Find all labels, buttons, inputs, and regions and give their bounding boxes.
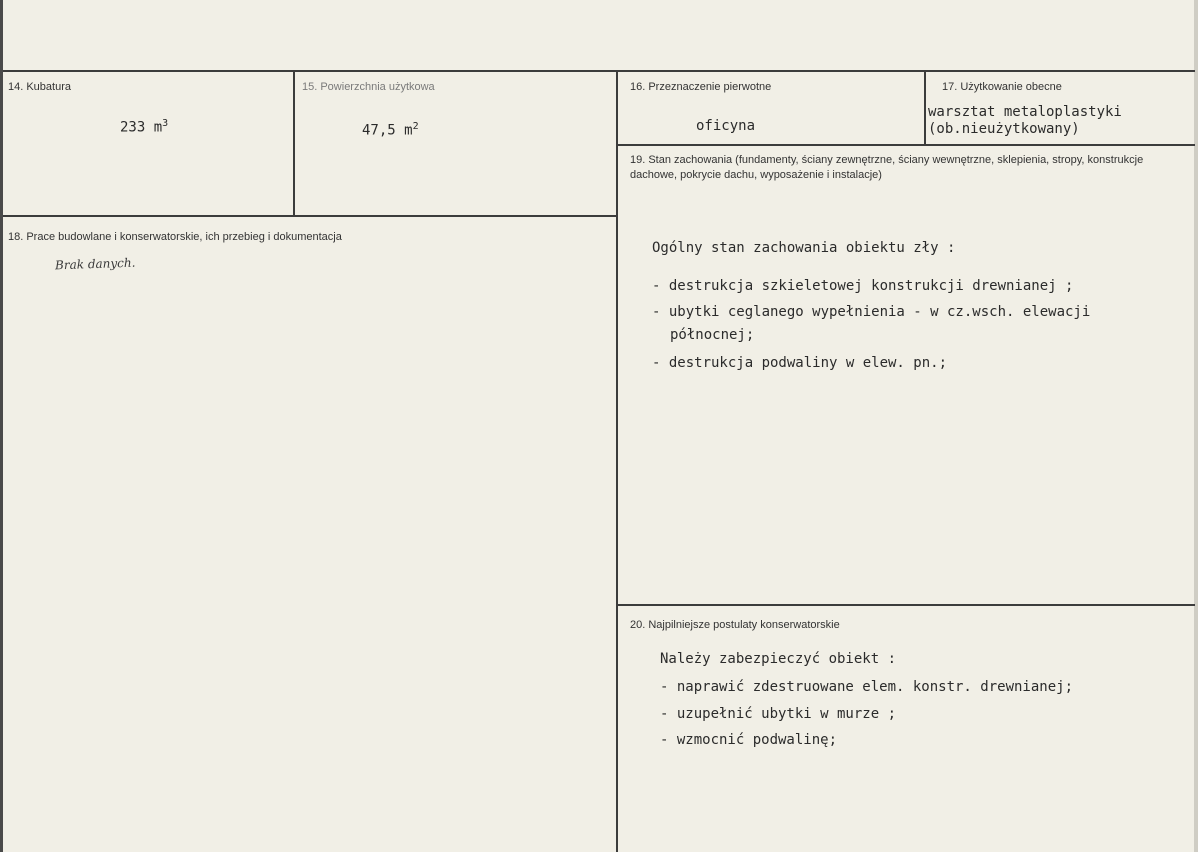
field-17-value-line2: (ob.nieużytkowany) [928, 121, 1080, 137]
grid-line-16-17 [924, 72, 926, 144]
field-19-line-3: - ubytki ceglanego wypełnienia - w cz.wsch. elewacji [652, 304, 1091, 320]
grid-line-16-19 [618, 144, 1195, 146]
field-17-label: 17. Użytkowanie obecne [942, 81, 1062, 93]
field-17-value-line1: warsztat metaloplastyki [928, 104, 1122, 120]
grid-line-top [3, 70, 1195, 72]
field-18-label: 18. Prace budowlane i konserwatorskie, ich przebieg i dokumentacja [8, 231, 342, 243]
field-19-line-5: - destrukcja podwaliny w elew. pn.; [652, 355, 948, 371]
page-edge-left [0, 0, 3, 852]
grid-line-center [616, 72, 618, 852]
field-14-label: 14. Kubatura [8, 81, 71, 93]
field-19-line-1: Ogólny stan zachowania obiektu zły : [652, 240, 956, 256]
field-20-line-3: - uzupełnić ubytki w murze ; [660, 706, 897, 722]
field-20-line-4: - wzmocnić podwalinę; [660, 732, 838, 748]
field-20-line-1: Należy zabezpieczyć obiekt : [660, 651, 897, 667]
field-19-line-2: - destrukcja szkieletowej konstrukcji drewnianej ; [652, 278, 1074, 294]
field-14-value: 233 $m^3$ [120, 118, 169, 136]
field-16-value: oficyna [696, 118, 756, 134]
grid-line-19-20 [618, 604, 1195, 606]
field-19-label: 19. Stan zachowania (fundamenty, ściany zewnętrzne, ściany wewnętrzne, sklepienia, stropy, konstrukcje dachowe, pokrycie dachu, wyposażenie i instalacje) [630, 154, 1144, 181]
field-16-label: 16. Przeznaczenie pierwotne [630, 81, 772, 93]
grid-line-14-15 [293, 72, 295, 216]
field-19-line-4: północnej; [670, 327, 755, 343]
field-15-label: 15. Powierzchnia użytkowa [302, 81, 435, 93]
page-edge-right [1194, 0, 1198, 852]
field-15-value: 47,5 $m^2$ [362, 121, 419, 139]
field-18-handwritten-note: Brak danych. [54, 255, 136, 273]
grid-line-15-18 [3, 215, 618, 217]
field-20-line-2: - naprawić zdestruowane elem. konstr. drewnianej; [660, 679, 1074, 695]
field-20-label: 20. Najpilniejsze postulaty konserwatorskie [630, 619, 840, 631]
